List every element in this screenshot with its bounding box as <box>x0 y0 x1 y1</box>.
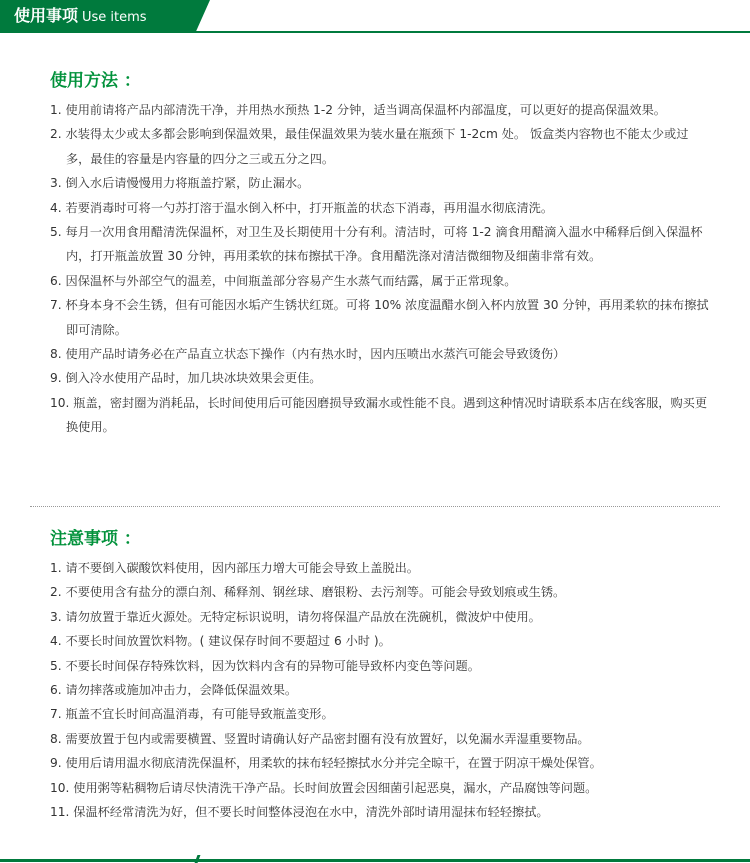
usage-item-5: 5. 每月一次用食用醋清洗保温杯，对卫生及长期使用十分有利。清洁时，可将 1-2 滴食用醋滴入温水中稀释后倒入保温杯内，打开瓶盖放置 30 分钟，再用柔软的抹布擦拭干净。食用醋洗涤对清洁微细物及细菌非常有效。 <box>50 225 703 264</box>
notes-list <box>50 556 710 824</box>
usage-list <box>50 98 710 440</box>
usage-item-4: 4. 若要消毒时可将一勺苏打溶于温水倒入杯中，打开瓶盖的状态下消毒，再用温水彻底清洗。 <box>50 200 554 215</box>
usage-item-1: 1. 使用前请将产品内部清洗干净，并用热水预热 1-2 分钟，适当调高保温杯内部温度，可以更好的提高保温效果。 <box>50 103 666 117</box>
notes-item-10: 10. 使用粥等粘稠物后请尽快清洗干净产品。长时间放置会因细菌引起恶臭，漏水，产品腐蚀等问题。 <box>50 780 598 795</box>
notes-item-11: 11. 保温杯经常清洗为好，但不要长时间整体浸泡在水中，清洗外部时请用湿抹布轻轻擦拭。 <box>50 805 549 820</box>
usage-item-7: 7. 杯身本身不会生锈，但有可能因水垢产生锈状红斑。可将 10% 浓度温醋水倒入杯内放置 30 分钟，再用柔软的抹布擦拭即可清除。 <box>50 298 709 337</box>
usage-item-8: 8. 使用产品时请务必在产品直立状态下操作（内有热水时，因内压喷出水蒸汽可能会导致烫伤） <box>50 347 566 362</box>
notes-item-5: 5. 不要长时间保存特殊饮料，因为饮料内含有的异物可能导致杯内变色等问题。 <box>50 658 480 673</box>
notes-item-4: 4. 不要长时间放置饮料物。( 建议保存时间不要超过 6 小时 )。 <box>50 634 391 649</box>
section-divider <box>30 506 720 507</box>
usage-item-6: 6. 因保温杯与外部空气的温差，中间瓶盖部分容易产生水蒸气而结露，属于正常现象。 <box>50 273 517 288</box>
page-title-en: Use items <box>82 10 147 25</box>
usage-title: 使用方法 ： <box>50 71 141 91</box>
notes-item-3: 3. 请勿放置于靠近火源处。无特定标识说明，请勿将保温产品放在洗碗机，微波炉中使用。 <box>50 609 541 624</box>
footer-line <box>0 859 750 862</box>
page-title <box>14 6 147 28</box>
usage-item-3: 3. 倒入水后请慢慢用力将瓶盖拧紧，防止漏水。 <box>50 176 310 191</box>
notes-item-1: 1. 请不要倒入碳酸饮料使用，因内部压力增大可能会导致上盖脱出。 <box>50 561 419 575</box>
page-title-zh: 使用事项 <box>14 6 79 25</box>
notes-item-2: 2. 不要使用含有盐分的漂白剂、稀释剂、钢丝球、磨银粉、去污剂等。可能会导致划痕或生锈。 <box>50 585 566 600</box>
notes-item-9: 9. 使用后请用温水彻底清洗保温杯，用柔软的抹布轻轻擦拭水分并完全晾干，在置于阴凉干燥处保管。 <box>50 756 602 771</box>
notes-item-6: 6. 请勿摔落或施加冲击力，会降低保温效果。 <box>50 683 298 698</box>
usage-item-10: 10. 瓶盖，密封圈为消耗品，长时间使用后可能因磨损导致漏水或性能不良。遇到这种情况时请联系本店在线客服，购买更换使用。 <box>50 395 708 435</box>
usage-item-2: 2. 水装得太少或太多都会影响到保温效果，最佳保温效果为装水量在瓶颈下 1-2cm 处。 饭盒类内容物也不能太少或过多，最佳的容量是内容量的四分之三或五分之四。 <box>50 127 689 166</box>
usage-section <box>50 70 710 440</box>
notes-section <box>50 528 710 824</box>
notes-item-8: 8. 需要放置于包内或需要横置、竖置时请确认好产品密封圈有没有放置好，以免漏水弄湿重要物品。 <box>50 731 590 746</box>
header-bar <box>0 0 750 33</box>
notes-item-7: 7. 瓶盖不宜长时间高温消毒，有可能导致瓶盖变形。 <box>50 707 334 722</box>
usage-item-9: 9. 倒入冷水使用产品时，加几块冰块效果会更佳。 <box>50 371 322 386</box>
notes-title: 注意事项 ： <box>50 529 141 549</box>
